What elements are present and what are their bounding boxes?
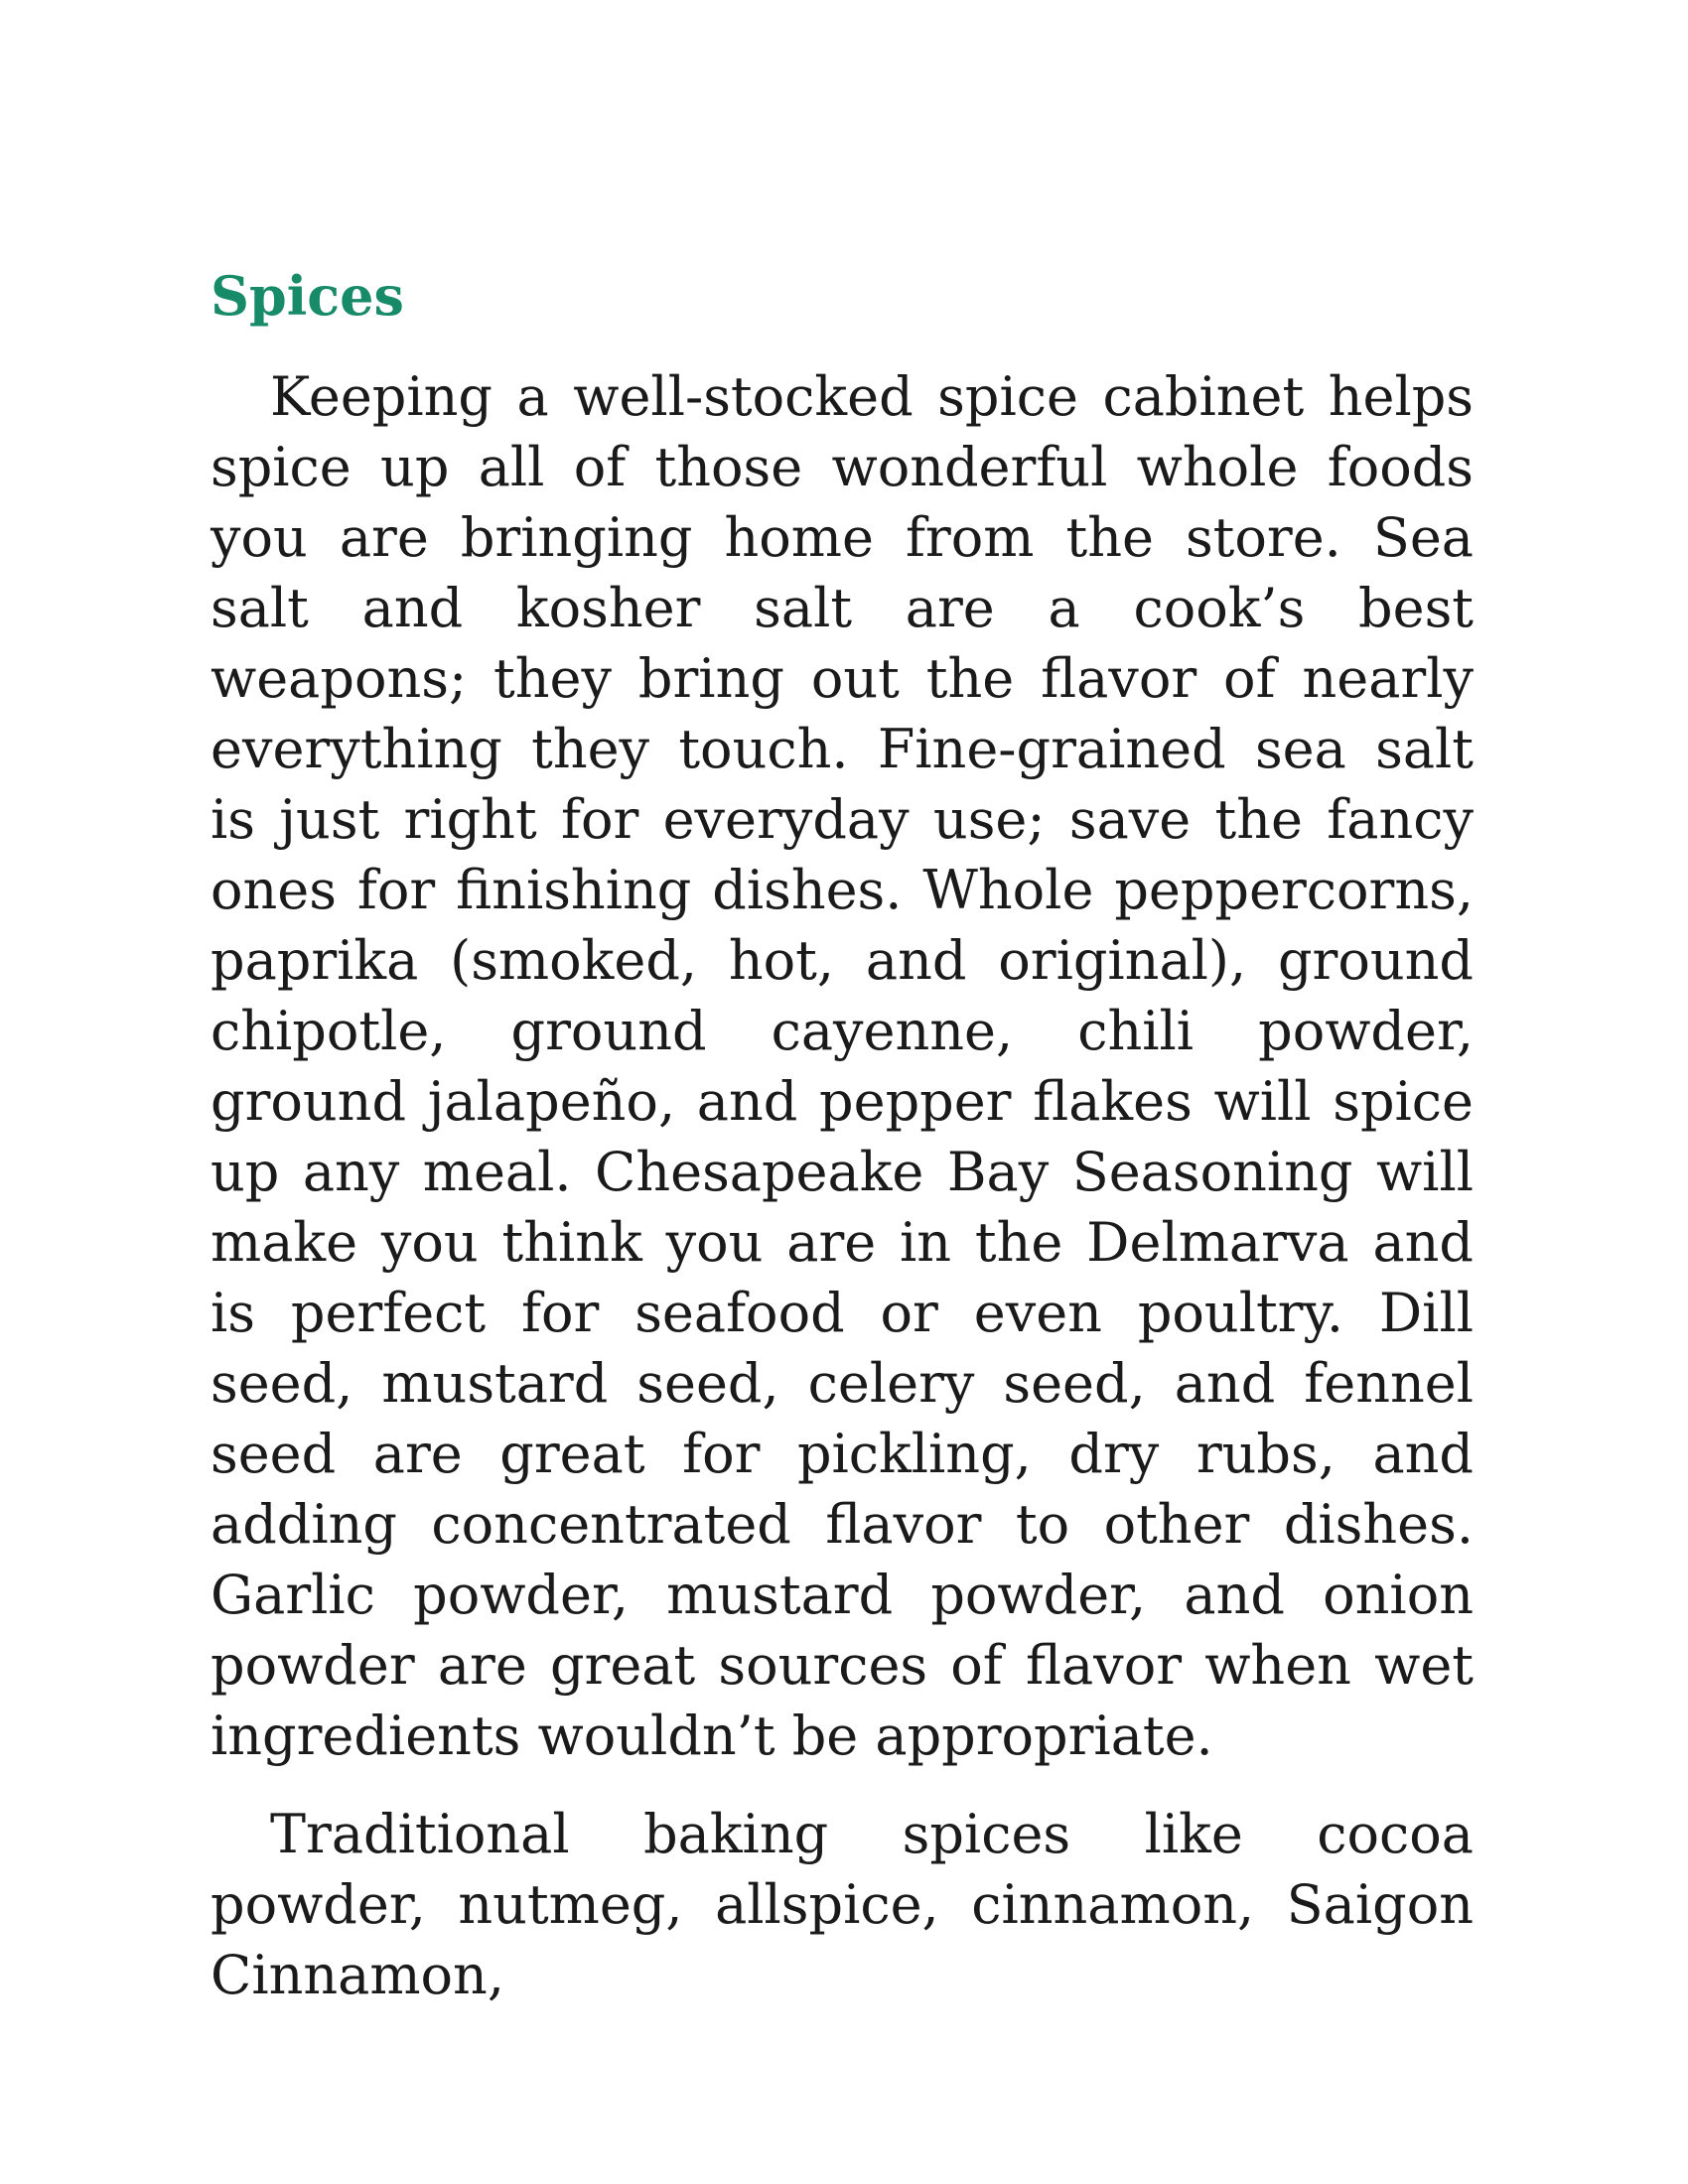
section-heading: Spices: [211, 264, 404, 328]
document-page: [211, 256, 1474, 2038]
body-paragraph-2: Traditional baking spices like cocoa powder, nutmeg, allspice, cinnamon, Saigon Cinnamon,: [211, 1803, 1474, 2006]
body-paragraph-1: Keeping a well-stocked spice cabinet helps spice up all of those wonderful whole foods you are bringing home from the store. Sea salt and kosher salt are a cook’s best weapons; they bring out the flavor of nearly everything they touch. Fine-grained sea salt is just right for everyday use; save the fancy ones for finishing dishes. Whole peppercorns, paprika (smoked, hot, and original), ground chipotle, ground cayenne, chili powder, ground jalapeño, and pepper flakes will spice up any meal. Chesapeake Bay Seasoning will make you think you are in the Delmarva and is perfect for seafood or even poultry. Dill seed, mustard seed, celery seed, and fennel seed are great for pickling, dry rubs, and adding concentrated flavor to other dishes. Garlic powder, mustard powder, and onion powder are great sources of flavor when wet ingredients wouldn’t be appropriate.: [211, 365, 1474, 1767]
